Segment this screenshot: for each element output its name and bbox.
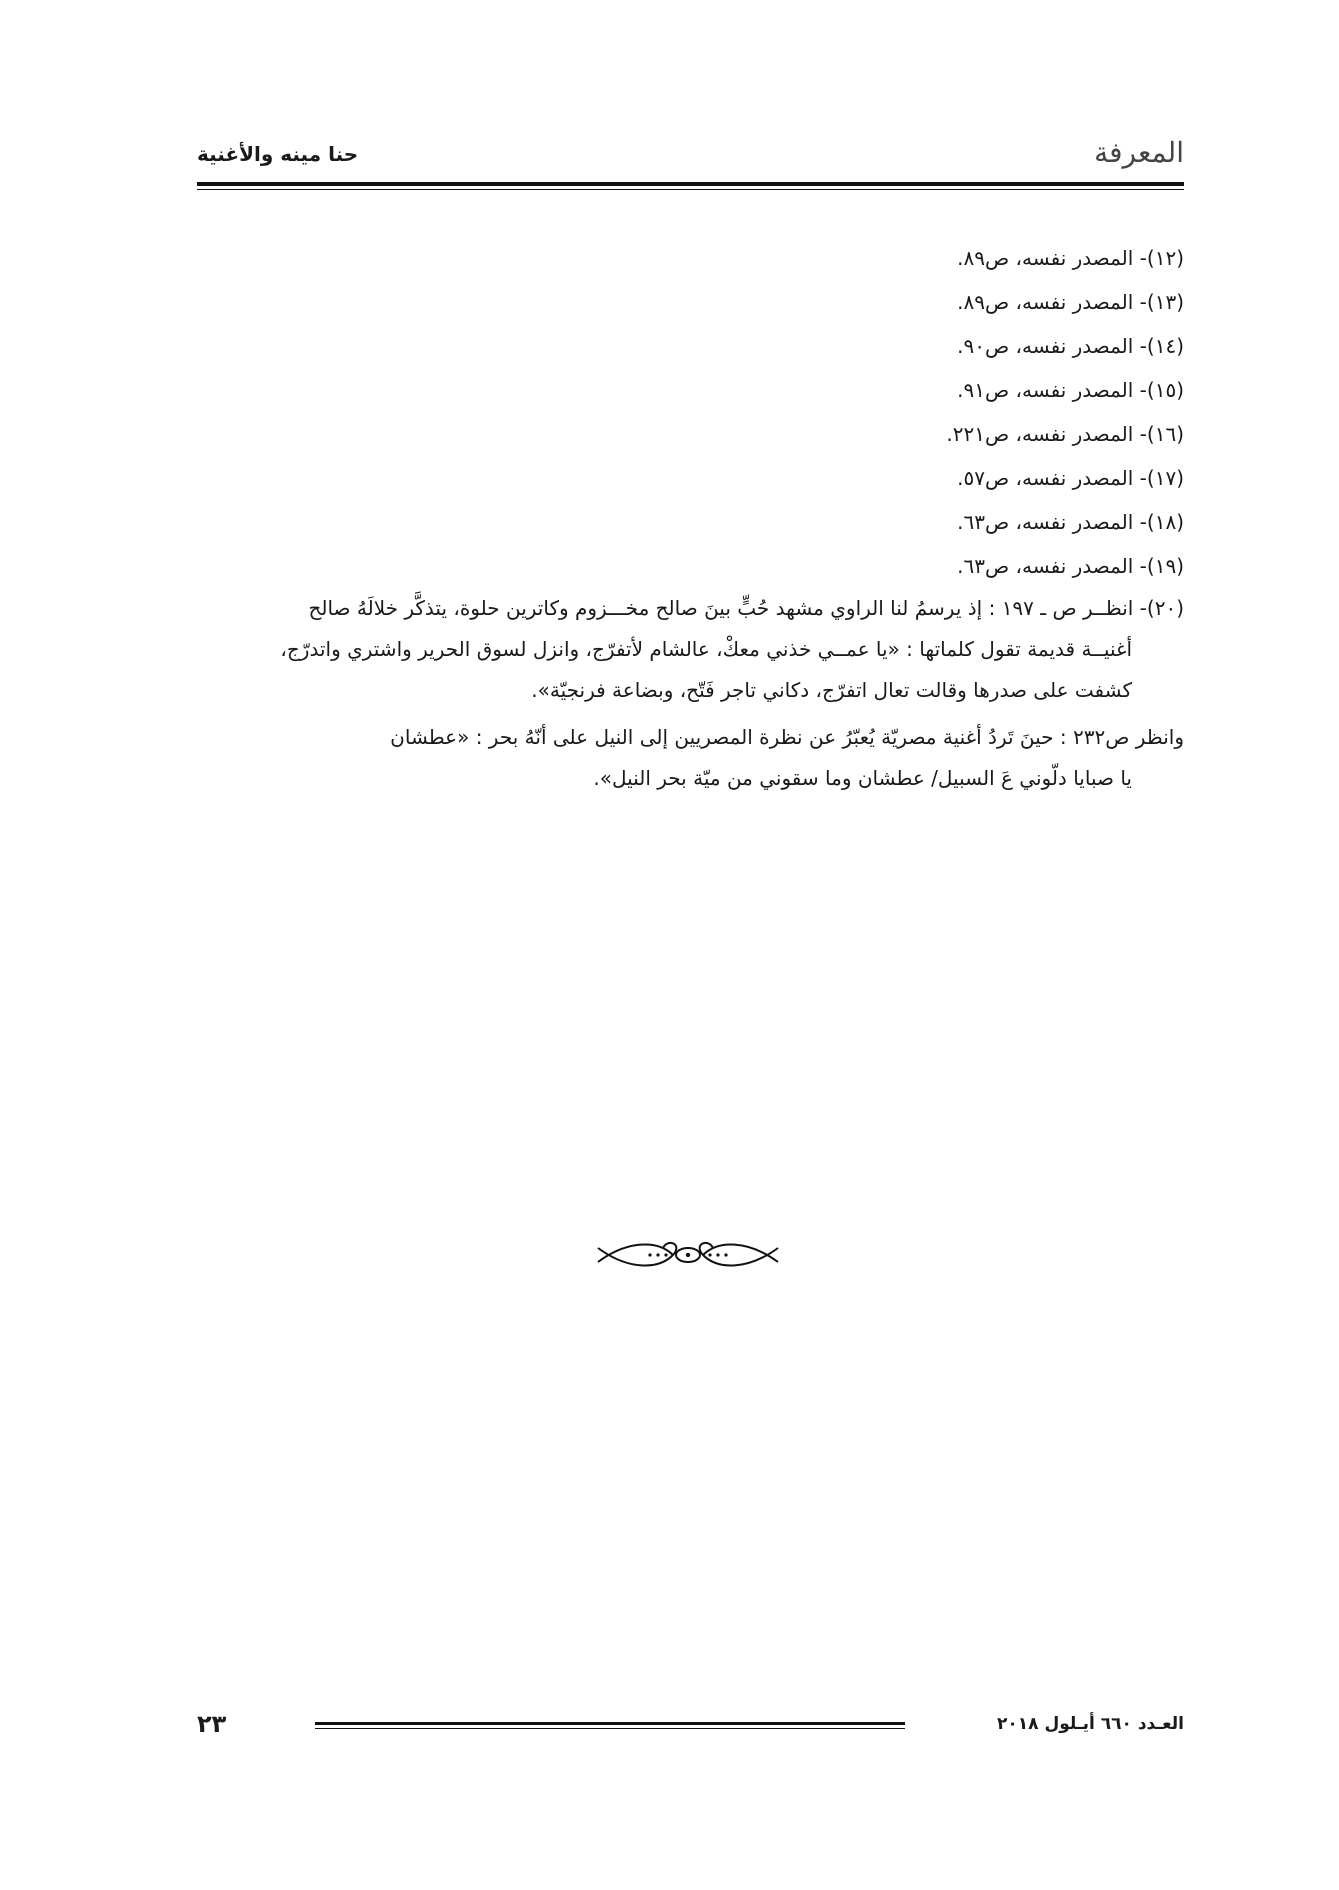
footnote-14: (١٤)- المصدر نفسه، ص٩٠. xyxy=(957,334,1184,358)
footer-rule xyxy=(315,1722,905,1725)
page-number: ٢٣ xyxy=(197,1710,227,1738)
footnote-20-indent xyxy=(197,629,1184,711)
footnote-19: (١٩)- المصدر نفسه، ص٦٣. xyxy=(957,554,1184,578)
footnote-20-line-3: كشفت على صدرها وقالت تعال اتفرّج، دكاني تاجر فَتّح، وبضاعة فرنجيّة». xyxy=(531,678,1132,702)
footnote-12: (١٢)- المصدر نفسه، ص٨٩. xyxy=(957,246,1184,270)
ornament-divider xyxy=(588,1230,788,1280)
footnote-20-line-5: يا صبايا دلّوني عَ السبيل/ عطشان وما سقوني من ميّة بحر النيل». xyxy=(593,766,1132,790)
header-rule-thin xyxy=(197,189,1184,190)
footnote-20-line-1: (٢٠)- انظــر ص ـ ١٩٧ : إذ يرسمُ لنا الراوي مشهد حُبٍّ بينَ صالح مخـــزوم وكاترين حلوة، يتذكَّر خلالَهُ صالح xyxy=(308,596,1184,620)
footnote-20 xyxy=(197,588,1184,799)
footnote-15: (١٥)- المصدر نفسه، ص٩١. xyxy=(957,378,1184,402)
footnotes xyxy=(197,236,1184,799)
footnote-20-indent-2 xyxy=(197,758,1184,799)
page-header xyxy=(197,132,1184,188)
footnote-20-line-4: وانظر ص٢٣٢ : حينَ تَردُ أغنية مصريّة يُعبّرُ عن نظرة المصريين إلى النيل على أنّهُ بحر : «عطشان xyxy=(390,725,1184,749)
page-footer xyxy=(197,1710,1184,1750)
issue-info: العـدد ٦٦٠ أيـلول ٢٠١٨ xyxy=(997,1714,1184,1734)
footnote-18: (١٨)- المصدر نفسه، ص٦٣. xyxy=(957,510,1184,534)
running-title: حنا مينه والأغنية xyxy=(197,142,359,166)
footer-rule-thin xyxy=(315,1728,905,1729)
footnote-13: (١٣)- المصدر نفسه، ص٨٩. xyxy=(957,290,1184,314)
header-rule xyxy=(197,182,1184,186)
footnote-16: (١٦)- المصدر نفسه، ص٢٢١. xyxy=(946,422,1184,446)
footnote-20-line-2: أغنيــة قديمة تقول كلماتها : «يا عمــي خذني معكْ، عالشام لأتفرّج، وانزل لسوق الحرير واشتري واتدرّج، xyxy=(280,637,1132,661)
journal-logo: المعرفة xyxy=(1094,136,1184,169)
footnote-17: (١٧)- المصدر نفسه، ص٥٧. xyxy=(957,466,1184,490)
